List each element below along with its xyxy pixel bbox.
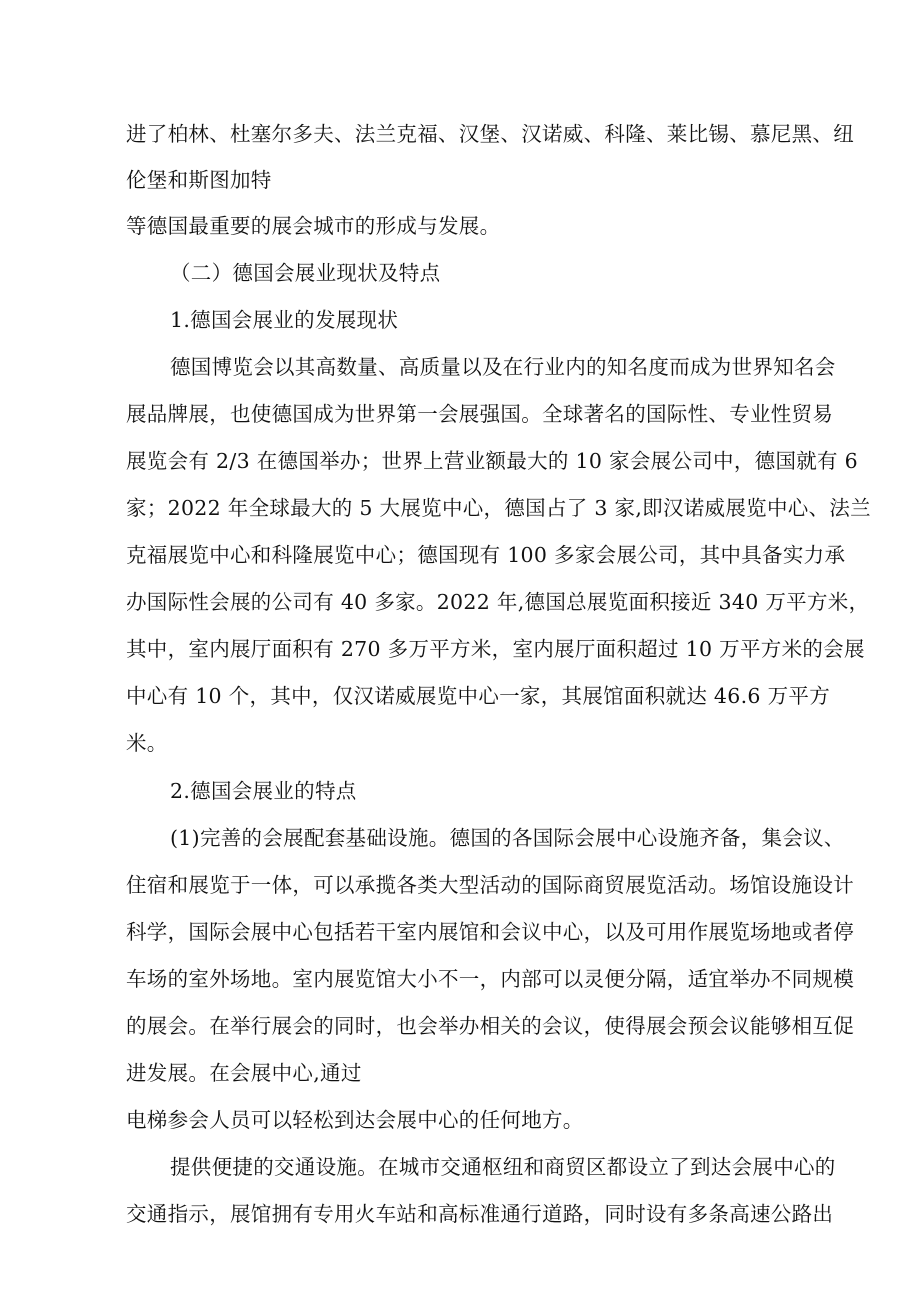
paragraph-line: 展览会有 2/3 在德国举办；世界上营业额最大的 10 家会展公司中，德国就有 6 bbox=[126, 449, 858, 473]
paragraph-line: 提供便捷的交通设施。在城市交通枢纽和商贸区都设立了到达会展中心的 bbox=[170, 1155, 836, 1179]
paragraph-line: (1)完善的会展配套基础设施。德国的各国际会展中心设施齐备，集会议、 bbox=[170, 826, 845, 850]
paragraph-line: 交通指示，展馆拥有专用火车站和高标准通行道路，同时设有多条高速公路出 bbox=[126, 1202, 834, 1226]
subsection-heading: 1.德国会展业的发展现状 bbox=[170, 308, 399, 332]
paragraph-line: 展品牌展，也使德国成为世界第一会展强国。全球著名的国际性、专业性贸易 bbox=[126, 402, 834, 426]
paragraph-line: 的展会。在举行展会的同时，也会举办相关的会议，使得展会预会议能够相互促 bbox=[126, 1014, 854, 1038]
paragraph-line: 克福展览中心和科隆展览中心；德国现有 100 多家会展公司，其中具备实力承 bbox=[126, 543, 846, 567]
paragraph-line: 伦堡和斯图加特 bbox=[126, 168, 272, 192]
section-heading: （二）德国会展业现状及特点 bbox=[170, 261, 441, 285]
paragraph-line: 等德国最重要的展会城市的形成与发展。 bbox=[126, 214, 501, 238]
paragraph-line: 电梯参会人员可以轻松到达会展中心的任何地方。 bbox=[126, 1108, 584, 1132]
paragraph-line: 进发展。在会展中心,通过 bbox=[126, 1061, 362, 1085]
paragraph-line: 德国博览会以其高数量、高质量以及在行业内的知名度而成为世界知名会 bbox=[170, 355, 836, 379]
paragraph-line: 办国际性会展的公司有 40 多家。2022 年,德国总展览面积接近 340 万平方米， bbox=[126, 590, 870, 614]
paragraph-line: 住宿和展览于一体，可以承揽各类大型活动的国际商贸展览活动。场馆设施设计 bbox=[126, 873, 854, 897]
paragraph-line: 科学，国际会展中心包括若干室内展馆和会议中心，以及可用作展览场地或者停 bbox=[126, 920, 854, 944]
paragraph-line: 其中，室内展厅面积有 270 多万平方米，室内展厅面积超过 10 万平方米的会展 bbox=[126, 637, 865, 661]
paragraph-line: 进了柏林、杜塞尔多夫、法兰克福、汉堡、汉诺威、科隆、莱比锡、慕尼黑、纽 bbox=[126, 122, 854, 146]
paragraph-line: 家；2022 年全球最大的 5 大展览中心，德国占了 3 家,即汉诺威展览中心、法兰 bbox=[126, 496, 871, 520]
subsection-heading: 2.德国会展业的特点 bbox=[170, 779, 357, 803]
paragraph-line: 中心有 10 个，其中，仅汉诺威展览中心一家，其展馆面积就达 46.6 万平方 bbox=[126, 684, 830, 708]
paragraph-line: 车场的室外场地。室内展览馆大小不一，内部可以灵便分隔，适宜举办不同规模 bbox=[126, 967, 854, 991]
paragraph-line: 米。 bbox=[126, 731, 168, 755]
